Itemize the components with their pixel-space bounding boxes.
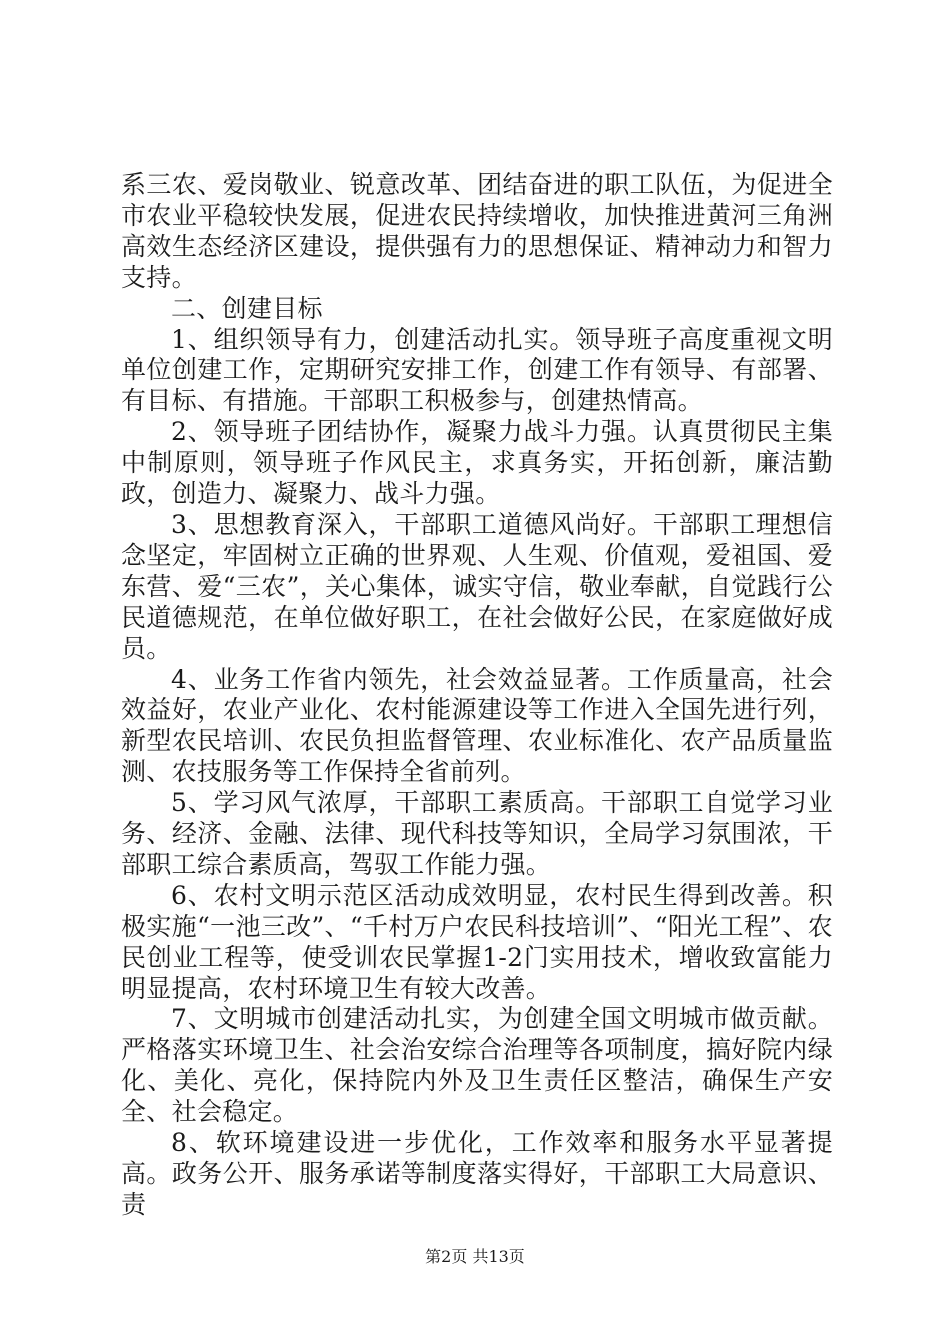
page-number: 第2页 共13页 [425,1247,525,1266]
paragraph: 5、学习风气浓厚，干部职工素质高。干部职工自觉学习业务、经济、金融、法律、现代科技等知识，全局学习氛围浓，干部职工综合素质高，驾驭工作能力强。 [121,788,833,879]
paragraph: 4、业务工作省内领先，社会效益显著。工作质量高，社会效益好，农业产业化、农村能源建设等工作进入全国先进行列，新型农民培训、农民负担监督管理、农业标准化、农产品质量监测、农技服务等工作保持全省前列。 [121,664,833,787]
paragraph: 1、组织领导有力，创建活动扎实。领导班子高度重视文明单位创建工作，定期研究安排工作，创建工作有领导、有部署、有目标、有措施。干部职工积极参与，创建热情高。 [121,324,833,416]
paragraph-continuation: 系三农、爱岗敬业、锐意改革、团结奋进的职工队伍，为促进全市农业平稳较快发展，促进农民持续增收，加快推进黄河三角洲高效生态经济区建设，提供强有力的思想保证、精神动力和智力支持。 [121,170,833,292]
paragraph: 2、领导班子团结协作，凝聚力战斗力强。认真贯彻民主集中制原则，领导班子作风民主，求真务实，开拓创新，廉洁勤政，创造力、凝聚力、战斗力强。 [121,417,833,509]
section-heading: 二、创建目标 [171,293,323,323]
paragraph: 7、文明城市创建活动扎实，为创建全国文明城市做贡献。严格落实环境卫生、社会治安综合治理等各项制度，搞好院内绿化、美化、亮化，保持院内外及卫生责任区整洁，确保生产安全、社会稳定。 [121,1004,833,1127]
paragraph: 6、农村文明示范区活动成效明显，农村民生得到改善。积极实施“一池三改”、“千村万户农民科技培训”、“阳光工程”、农民创业工程等，使受训农民掌握1-2门实用技术，增收致富能力明显提高，农村环境卫生有较大改善。 [121,880,833,1003]
document-body [121,170,833,1221]
paragraph: 8、软环境建设进一步优化，工作效率和服务水平显著提高。政务公开、服务承诺等制度落实得好，干部职工大局意识、责 [121,1128,833,1219]
paragraph: 3、思想教育深入，干部职工道德风尚好。干部职工理想信念坚定，牢固树立正确的世界观、人生观、价值观，爱祖国、爱东营、爱“三农”，关心集体，诚实守信，敬业奉献，自觉践行公民道德规范，在单位做好职工，在社会做好公民，在家庭做好成员。 [121,509,833,663]
page-footer [0,1244,950,1267]
